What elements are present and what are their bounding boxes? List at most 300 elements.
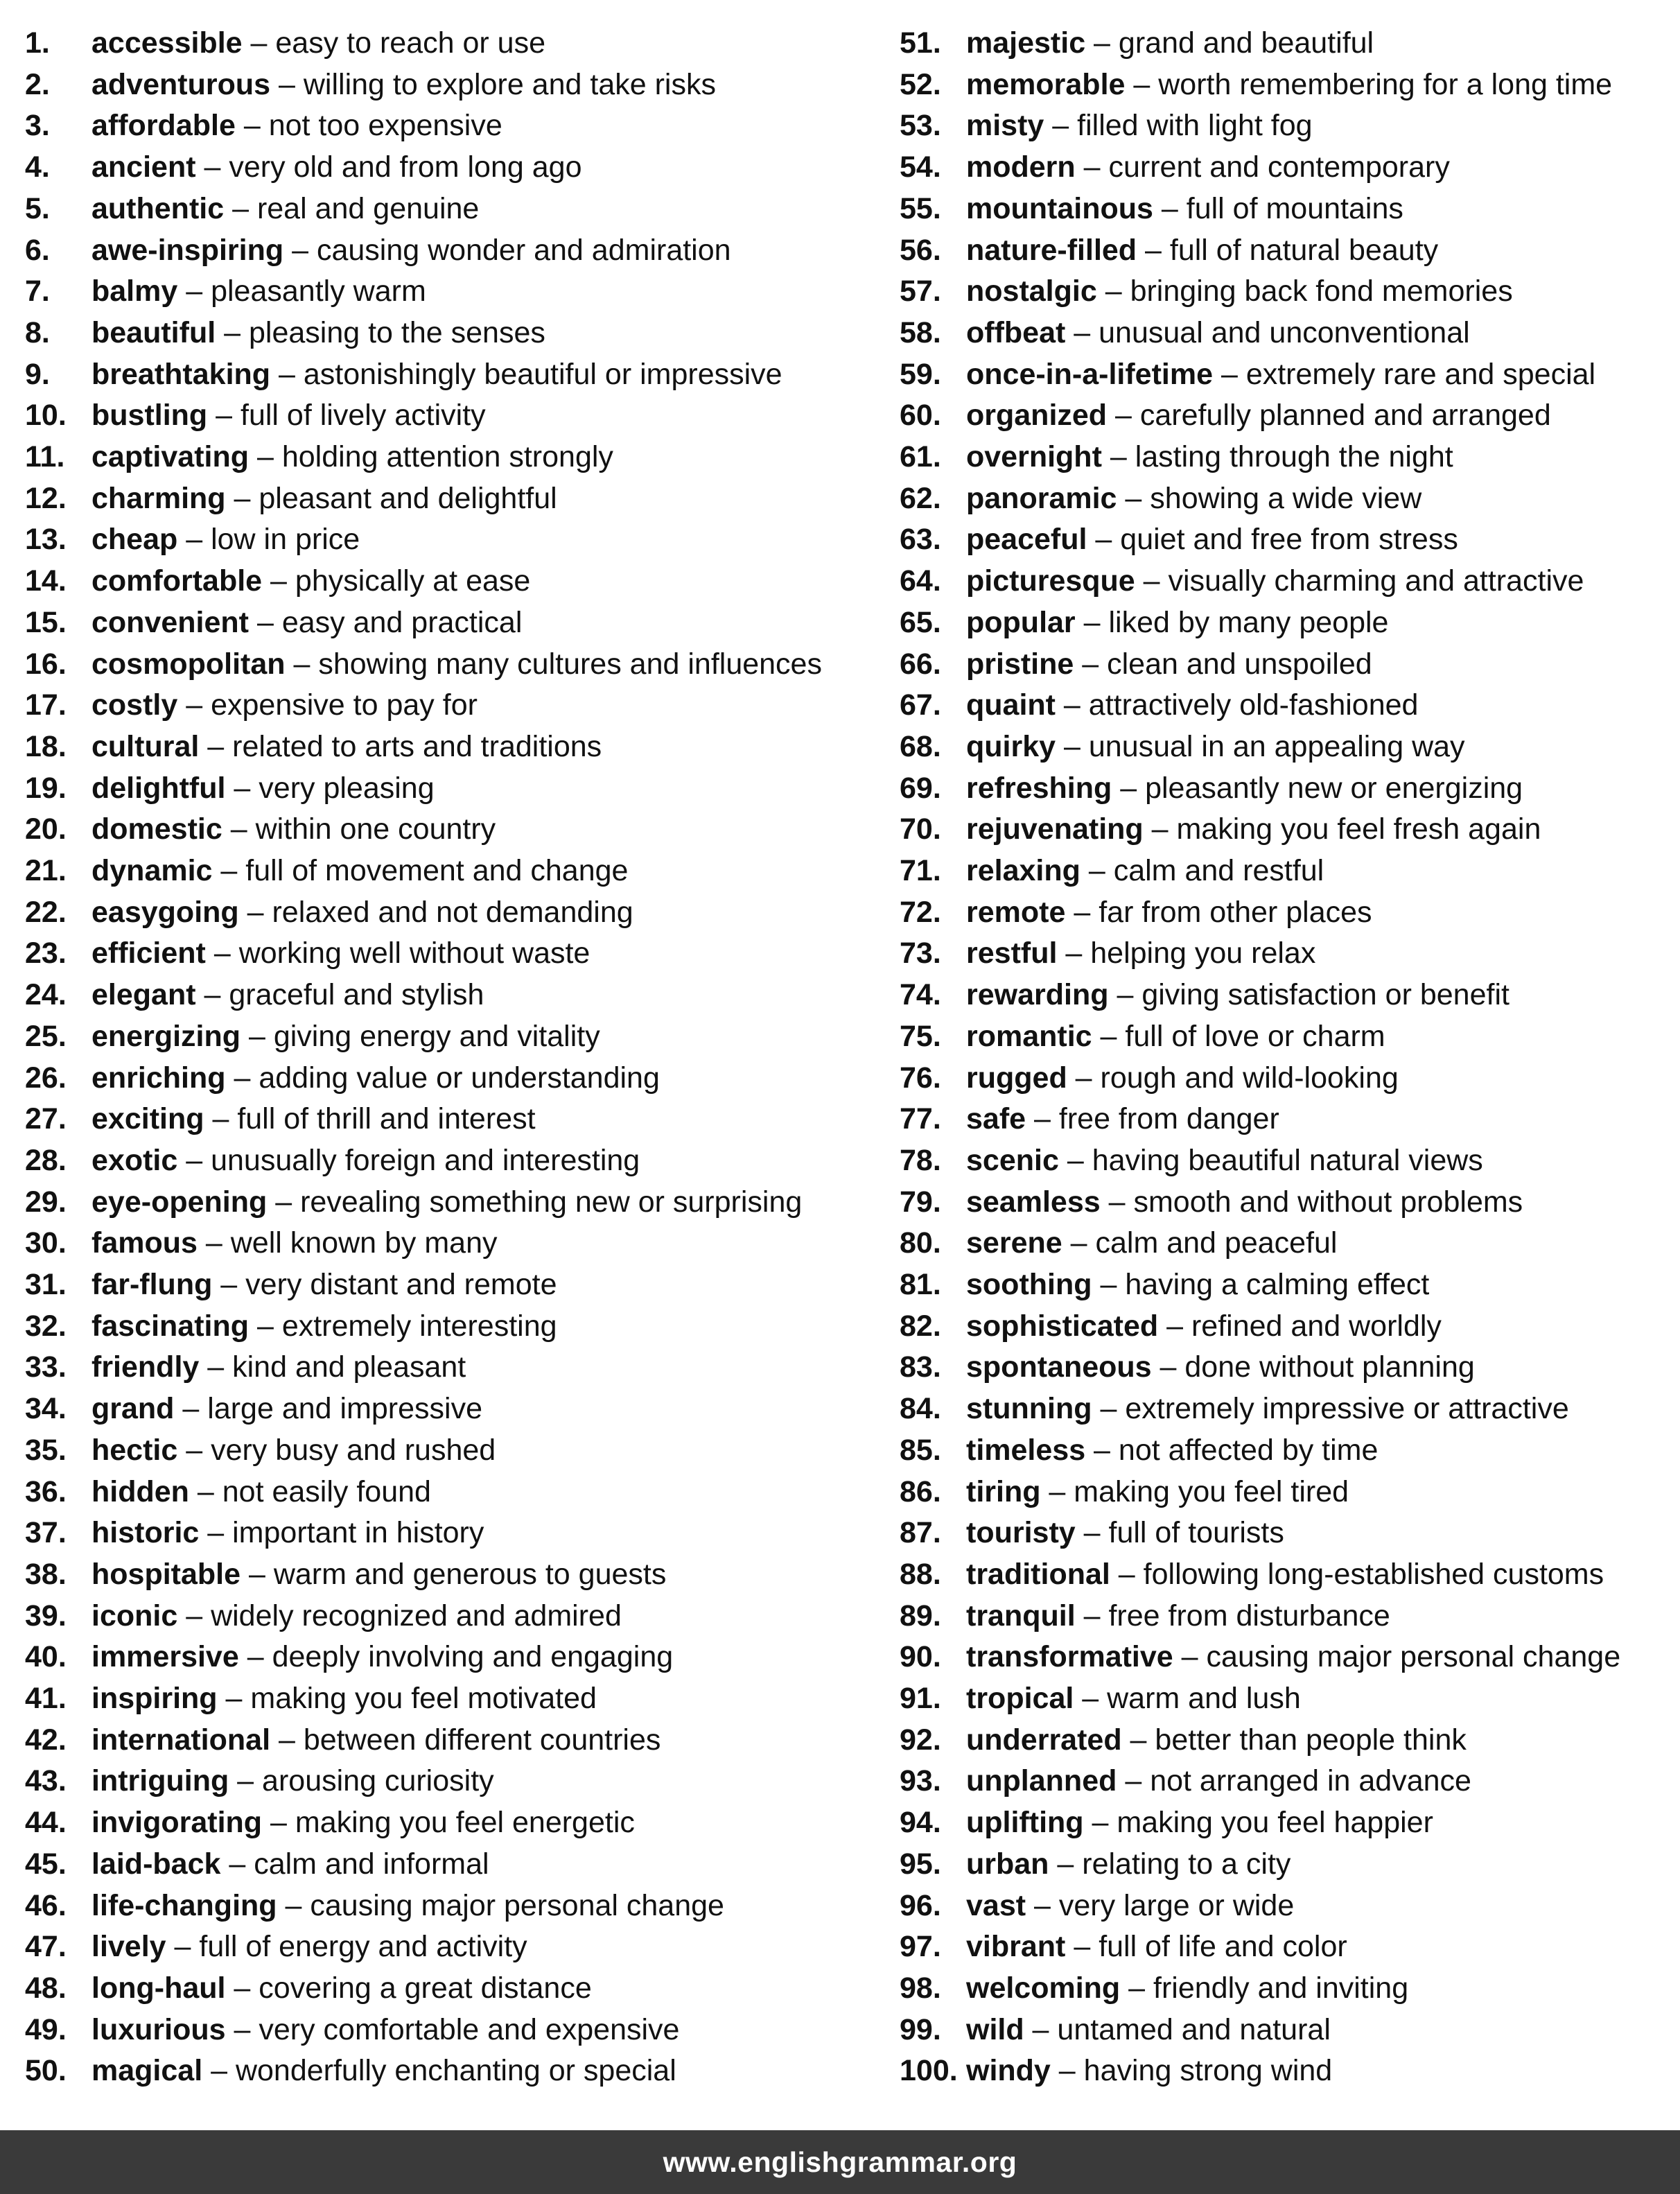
entry-separator: – [238,895,272,929]
list-item [900,1926,1347,1967]
entry-word: scenic [966,1143,1059,1177]
entry-separator: – [220,1847,254,1881]
entry-number: 36. [25,1474,67,1508]
entry-number: 3. [25,109,50,143]
entry-number: 57. [900,275,941,308]
entry-word: uplifting [966,1806,1084,1840]
entry-number: 66. [900,647,941,681]
list-item [25,64,716,105]
list-item [900,354,1595,395]
entry-definition: having beautiful natural views [1092,1143,1483,1177]
entry-separator: – [205,937,239,970]
entry-number: 18. [25,729,67,763]
entry-word: comfortable [91,564,263,598]
entry-definition: extremely impressive or attractive [1125,1392,1569,1426]
entry-separator: – [177,275,211,308]
list-item [25,105,502,146]
list-item [900,1595,1390,1637]
entry-definition: very old and from long ago [229,150,582,184]
entry-definition: untamed and natural [1057,2012,1331,2046]
entry-word: unplanned [966,1764,1117,1798]
entry-separator: – [1107,399,1140,433]
entry-word: immersive [91,1640,239,1674]
entry-definition: quiet and free from stress [1120,523,1458,557]
entry-separator: – [204,1102,238,1136]
entry-word: fascinating [91,1309,249,1343]
entry-separator: – [1055,688,1089,722]
entry-word: refreshing [966,771,1112,805]
entry-separator: – [217,1682,251,1715]
list-item [25,932,590,974]
entry-separator: – [235,109,269,143]
entry-separator: – [1026,1102,1059,1136]
entry-separator: – [222,812,256,846]
entry-definition: giving energy and vitality [273,1019,600,1053]
entry-word: ancient [91,150,196,184]
list-item [25,2009,679,2051]
entry-definition: widely recognized and admired [211,1599,622,1633]
entry-number: 88. [900,1557,941,1591]
entry-definition: free from disturbance [1108,1599,1390,1633]
entry-definition: pleasant and delightful [259,481,557,515]
entry-definition: calm and restful [1113,854,1324,887]
entry-number: 25. [25,1019,67,1053]
entry-separator: – [225,2012,259,2046]
entry-word: tranquil [966,1599,1076,1633]
entry-definition: low in price [211,523,360,557]
entry-separator: – [262,1806,295,1840]
entry-word: exciting [91,1102,204,1136]
entry-number: 77. [900,1102,941,1136]
entry-number: 47. [25,1930,67,1964]
entry-word: majestic [966,26,1086,60]
entry-definition: filled with light fog [1077,109,1313,143]
entry-number: 100. [900,2054,958,2088]
entry-definition: unusual and unconventional [1099,315,1470,349]
entry-number: 5. [25,191,50,225]
entry-word: relaxing [966,854,1080,887]
entry-word: easygoing [91,895,239,929]
list-item [25,1719,660,1761]
entry-separator: – [1153,191,1187,225]
list-item [25,1678,597,1719]
entry-word: windy [966,2054,1051,2088]
entry-word: far-flung [91,1268,213,1301]
entry-separator: – [1074,647,1108,681]
list-item [900,643,1372,685]
entry-definition: not too expensive [268,109,502,143]
entry-separator: – [1117,1764,1150,1798]
entry-definition: calm and peaceful [1095,1226,1338,1260]
list-item [25,22,545,64]
entry-word: historic [91,1516,200,1550]
entry-word: vibrant [966,1930,1066,1964]
entry-number: 46. [25,1888,67,1922]
entry-separator: – [1083,1806,1117,1840]
entry-separator: – [1085,26,1119,60]
entry-separator: – [224,191,257,225]
footer-url[interactable]: www.englishgrammar.org [663,2146,1017,2178]
entry-word: mountainous [966,191,1153,225]
entry-number: 99. [900,2012,941,2046]
entry-definition: easy and practical [281,605,523,639]
entry-word: nature-filled [966,233,1137,267]
list-item [900,1553,1604,1595]
entry-separator: – [1065,1930,1099,1964]
list-item [25,394,486,436]
entry-separator: – [177,523,211,557]
entry-number: 6. [25,233,50,267]
entry-number: 56. [900,233,941,267]
entry-word: exotic [91,1143,178,1177]
list-item [900,64,1612,105]
entry-definition: warm and lush [1107,1682,1301,1715]
entry-definition: well known by many [230,1226,498,1260]
entry-number: 60. [900,399,941,433]
entry-separator: – [195,150,229,184]
entry-definition: full of mountains [1186,191,1403,225]
entry-definition: making you feel tired [1074,1474,1349,1508]
entry-separator: – [1143,812,1177,846]
entry-separator: – [1135,564,1169,598]
entry-word: laid-back [91,1847,221,1881]
entry-word: elegant [91,978,196,1012]
entry-definition: full of energy and activity [199,1930,527,1964]
entry-number: 37. [25,1516,67,1550]
entry-separator: – [189,1474,222,1508]
entry-word: transformative [966,1640,1173,1674]
list-item [900,1471,1349,1513]
entry-word: cosmopolitan [91,647,286,681]
entry-word: wild [966,2012,1024,2046]
entry-definition: warm and generous to guests [273,1557,667,1591]
entry-word: friendly [91,1350,200,1384]
entry-definition: calm and informal [254,1847,489,1881]
entry-number: 49. [25,2012,67,2046]
entry-word: domestic [91,812,222,846]
entry-number: 93. [900,1764,941,1798]
entry-word: popular [966,605,1076,639]
entry-definition: full of natural beauty [1169,233,1439,267]
list-item [900,560,1584,602]
entry-word: adventurous [91,67,271,101]
list-item [25,270,426,312]
entry-number: 48. [25,1971,67,2005]
entry-number: 98. [900,1971,941,2005]
entry-definition: covering a great distance [259,1971,592,2005]
entry-word: sophisticated [966,1309,1159,1343]
list-item [25,891,633,933]
list-item [900,1429,1378,1471]
footer-bar [0,2130,1680,2194]
entry-separator: – [1085,1433,1119,1467]
entry-word: stunning [966,1392,1092,1426]
list-item [900,1802,1433,1843]
entry-number: 21. [25,854,67,887]
entry-separator: – [177,688,211,722]
entry-separator: – [1024,2012,1058,2046]
entry-number: 44. [25,1806,67,1840]
list-item [25,1885,724,1926]
list-item [900,188,1403,229]
entry-word: famous [91,1226,198,1260]
entry-definition: bringing back fond memories [1130,275,1513,308]
entry-separator: – [1117,481,1150,515]
entry-separator: – [225,481,259,515]
entry-definition: lasting through the night [1135,440,1453,473]
entry-number: 29. [25,1185,67,1219]
entry-word: remote [966,895,1066,929]
entry-separator: – [1096,275,1130,308]
entry-separator: – [1108,978,1142,1012]
list-item [900,1140,1483,1181]
entry-number: 67. [900,688,941,722]
entry-definition: far from other places [1099,895,1372,929]
entry-separator: – [177,1433,211,1467]
entry-word: misty [966,109,1044,143]
entry-definition: very busy and rushed [211,1433,496,1467]
entry-separator: – [1075,1599,1109,1633]
entry-word: seamless [966,1185,1101,1219]
entry-separator: – [1049,1847,1083,1881]
entry-number: 65. [900,605,941,639]
entry-number: 40. [25,1640,67,1674]
list-item [25,602,522,643]
entry-separator: – [1044,109,1078,143]
entry-separator: – [267,1185,301,1219]
entry-word: convenient [91,605,249,639]
entry-word: rugged [966,1061,1067,1095]
entry-definition: between different countries [303,1723,661,1757]
list-item [900,22,1374,64]
entry-word: breathtaking [91,357,271,391]
entry-separator: – [1057,937,1091,970]
entry-number: 45. [25,1847,67,1881]
entry-separator: – [197,1226,231,1260]
entry-word: touristy [966,1516,1076,1550]
list-item [25,1140,640,1181]
entry-definition: relaxed and not demanding [272,895,633,929]
entry-number: 81. [900,1268,941,1301]
list-item [900,974,1510,1016]
list-item [25,1429,496,1471]
entry-separator: – [1065,895,1099,929]
entry-separator: – [1067,1061,1101,1095]
entry-definition: expensive to pay for [211,688,478,722]
entry-separator: – [1213,357,1246,391]
entry-word: balmy [91,275,178,308]
entry-separator: – [216,315,249,349]
entry-separator: – [262,564,295,598]
entry-separator: – [270,1723,304,1757]
list-item [25,229,731,271]
entry-definition: grand and beautiful [1118,26,1374,60]
entry-number: 33. [25,1350,67,1384]
entry-word: nostalgic [966,275,1097,308]
entry-number: 79. [900,1185,941,1219]
entry-definition: wonderfully enchanting or special [235,2054,676,2088]
entry-word: timeless [966,1433,1086,1467]
entry-separator: – [1137,233,1170,267]
entry-number: 96. [900,1888,941,1922]
list-item [900,2050,1332,2091]
list-item [25,312,545,354]
entry-word: tropical [966,1682,1074,1715]
list-item [900,312,1470,354]
entry-number: 94. [900,1806,941,1840]
entry-definition: current and contemporary [1108,150,1450,184]
entry-number: 4. [25,150,50,184]
entry-definition: free from danger [1058,1102,1279,1136]
entry-definition: making you feel energetic [295,1806,635,1840]
entry-word: organized [966,399,1108,433]
entry-separator: – [1026,1888,1059,1922]
entry-definition: full of lively activity [240,399,486,433]
entry-word: hidden [91,1474,189,1508]
entry-separator: – [1058,1143,1092,1177]
list-item [900,808,1541,850]
entry-separator: – [1074,1682,1108,1715]
entry-number: 78. [900,1143,941,1177]
entry-number: 13. [25,523,67,557]
entry-number: 11. [25,440,65,473]
entry-definition: better than people think [1155,1723,1467,1757]
entry-separator: – [199,1516,233,1550]
list-item [900,1885,1294,1926]
entry-separator: – [1100,1185,1134,1219]
entry-definition: willing to explore and take risks [303,67,716,101]
list-item [900,1057,1399,1099]
entry-definition: within one country [255,812,496,846]
list-item [25,1388,482,1429]
entry-number: 41. [25,1682,67,1715]
entry-number: 19. [25,771,67,805]
entry-number: 24. [25,978,67,1012]
entry-number: 58. [900,315,941,349]
entry-definition: related to arts and traditions [232,729,602,763]
entry-word: welcoming [966,1971,1121,2005]
entry-definition: causing major personal change [310,1888,724,1922]
entry-number: 69. [900,771,941,805]
entry-definition: rough and wild-looking [1100,1061,1399,1095]
entry-separator: – [283,233,317,267]
entry-number: 86. [900,1474,941,1508]
entry-definition: friendly and inviting [1153,1971,1409,2005]
entry-word: grand [91,1392,175,1426]
entry-word: underrated [966,1723,1122,1757]
entry-number: 17. [25,688,67,722]
entry-number: 34. [25,1392,67,1426]
entry-word: rewarding [966,978,1109,1012]
entry-definition: arousing curiosity [262,1764,494,1798]
entry-number: 61. [900,440,941,473]
entry-word: intriguing [91,1764,229,1798]
entry-definition: important in history [232,1516,484,1550]
entry-separator: – [225,771,259,805]
entry-number: 28. [25,1143,67,1177]
entry-definition: making you feel fresh again [1176,812,1541,846]
entry-definition: worth remembering for a long time [1158,67,1613,101]
entry-word: hectic [91,1433,178,1467]
list-item [25,1512,484,1553]
entry-separator: – [1151,1350,1185,1384]
list-item [25,1471,431,1513]
list-item [25,684,478,726]
entry-separator: – [242,26,276,60]
entry-word: vast [966,1888,1026,1922]
entry-number: 8. [25,315,50,349]
list-item [25,1802,635,1843]
entry-separator: – [174,1392,208,1426]
entry-definition: smooth and without problems [1133,1185,1523,1219]
list-item [900,1346,1475,1388]
entry-word: restful [966,937,1058,970]
list-item [25,1595,622,1637]
list-item [25,1636,673,1678]
list-item [25,1016,600,1057]
entry-number: 38. [25,1557,67,1591]
list-item [25,1926,527,1967]
entry-separator: – [1056,729,1089,763]
entry-definition: deeply involving and engaging [272,1640,674,1674]
entry-word: authentic [91,191,225,225]
entry-definition: showing many cultures and influences [318,647,822,681]
entry-definition: full of thrill and interest [237,1102,536,1136]
entry-word: dynamic [91,854,213,887]
entry-definition: refined and worldly [1191,1309,1442,1343]
entry-separator: – [207,399,241,433]
entry-word: enriching [91,1061,226,1095]
entry-number: 63. [900,523,941,557]
list-item [900,1388,1569,1429]
entry-number: 72. [900,895,941,929]
list-item [900,1967,1408,2009]
entry-definition: unusually foreign and interesting [211,1143,640,1177]
list-item [25,1346,466,1388]
entry-word: luxurious [91,2012,226,2046]
entry-word: life-changing [91,1888,277,1922]
entry-number: 59. [900,357,941,391]
entry-definition: liked by many people [1108,605,1389,639]
list-item [25,436,613,478]
list-item [25,1967,592,2009]
entry-separator: – [1092,1268,1126,1301]
entry-definition: pleasantly new or energizing [1145,771,1523,805]
entry-number: 2. [25,67,50,101]
entry-word: lively [91,1930,166,1964]
entry-definition: done without planning [1184,1350,1475,1384]
entry-definition: easy to reach or use [275,26,545,60]
entry-number: 31. [25,1268,67,1301]
entry-number: 74. [900,978,941,1012]
entry-separator: – [277,1888,310,1922]
entry-word: pristine [966,647,1074,681]
entry-number: 75. [900,1019,941,1053]
entry-definition: unusual in an appealing way [1088,729,1465,763]
entry-separator: – [270,67,304,101]
list-item [900,146,1450,188]
entry-number: 89. [900,1599,941,1633]
entry-word: cheap [91,523,178,557]
list-item [900,1016,1385,1057]
list-item [900,436,1453,478]
entry-word: romantic [966,1019,1092,1053]
entry-separator: – [1121,1723,1155,1757]
entry-separator: – [270,357,304,391]
entry-definition: very pleasing [259,771,435,805]
list-item [25,1760,494,1802]
list-item [25,1843,489,1885]
